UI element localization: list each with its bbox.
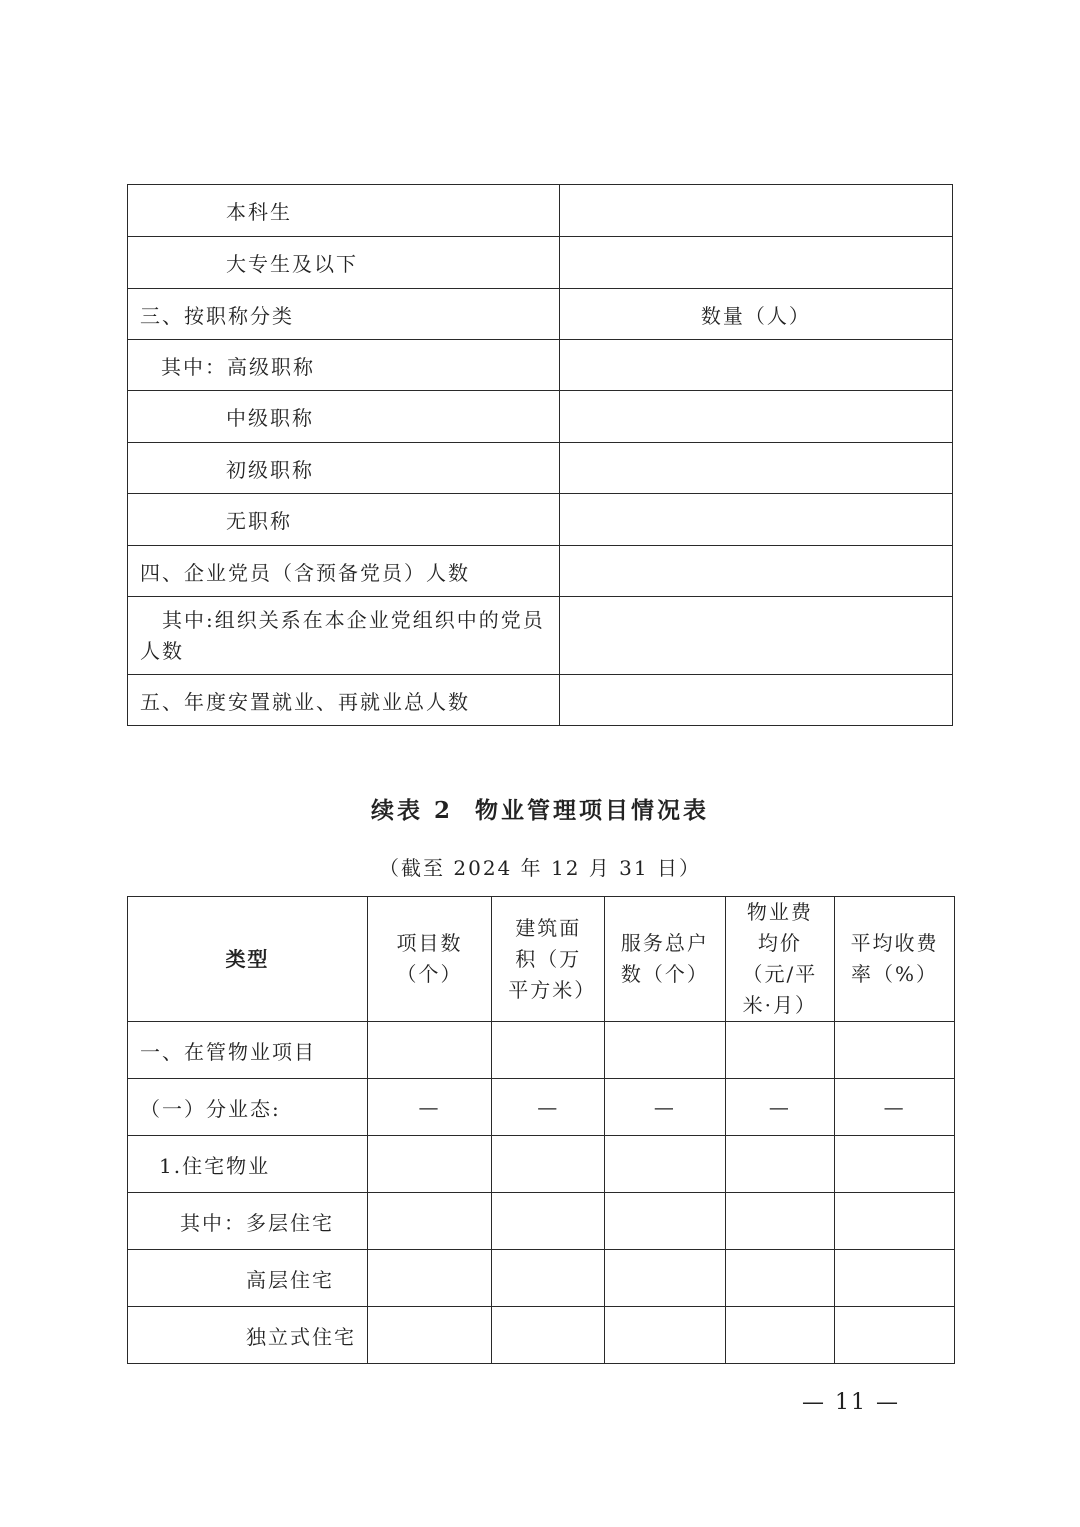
row-label: 初级职称 <box>128 443 560 494</box>
cell <box>725 1136 835 1193</box>
header-avg-fee: 物业费均价（元/平米·月） <box>725 897 835 1022</box>
row-label: 其中：高级职称 <box>128 340 560 391</box>
cell <box>367 1250 491 1307</box>
row-value-cell <box>559 185 952 237</box>
table-date-note: （截至 2024 年 12 月 31 日） <box>379 856 701 880</box>
staff-statistics-table <box>127 184 953 726</box>
row-value-cell <box>559 597 952 675</box>
cell <box>835 1307 955 1364</box>
row-label: 1.住宅物业 <box>128 1136 368 1193</box>
section-heading: 四、企业党员（含预备党员）人数 <box>128 546 560 597</box>
row-value-cell <box>559 675 952 726</box>
cell <box>492 1136 605 1193</box>
cell <box>492 1307 605 1364</box>
cell <box>835 1193 955 1250</box>
header-building-area: 建筑面积（万平方米） <box>492 897 605 1022</box>
table-row <box>128 1307 955 1364</box>
cell <box>605 1250 725 1307</box>
cell <box>605 1022 725 1079</box>
cell <box>725 1193 835 1250</box>
cell <box>725 1307 835 1364</box>
cell <box>367 1136 491 1193</box>
cell <box>367 1307 491 1364</box>
cell <box>605 1307 725 1364</box>
row-label: （一）分业态: <box>128 1079 368 1136</box>
row-label: 一、在管物业项目 <box>128 1022 368 1079</box>
row-value-cell <box>559 494 952 546</box>
row-value-cell <box>559 340 952 391</box>
row-label: 其中:组织关系在本企业党组织中的党员人数 <box>128 597 560 675</box>
header-collection-rate: 平均收费率（%） <box>835 897 955 1022</box>
table-title-prefix: 续表 2 <box>370 797 453 824</box>
row-label: 大专生及以下 <box>128 237 560 289</box>
cell: — <box>725 1079 835 1136</box>
row-value-cell <box>559 391 952 443</box>
cell <box>605 1136 725 1193</box>
table-row <box>128 1193 955 1250</box>
cell: — <box>367 1079 491 1136</box>
cell: — <box>605 1079 725 1136</box>
row-label: 中级职称 <box>128 391 560 443</box>
table-row <box>128 1136 955 1193</box>
page-number: — 11 — <box>802 1390 900 1415</box>
cell <box>725 1022 835 1079</box>
cell <box>492 1193 605 1250</box>
table-row <box>128 1250 955 1307</box>
table-row <box>128 1022 955 1079</box>
cell <box>367 1022 491 1079</box>
cell <box>835 1022 955 1079</box>
section-heading: 五、年度安置就业、再就业总人数 <box>128 675 560 726</box>
row-label: 高层住宅 <box>128 1250 368 1307</box>
cell <box>725 1250 835 1307</box>
cell <box>367 1193 491 1250</box>
section-heading: 三、按职称分类 <box>128 289 560 340</box>
header-type: 类型 <box>128 897 368 1022</box>
quantity-column-header: 数量（人） <box>559 289 952 340</box>
row-value-cell <box>559 443 952 494</box>
header-project-count: 项目数（个） <box>367 897 491 1022</box>
table-title <box>0 792 1080 825</box>
cell <box>835 1250 955 1307</box>
row-label: 其中：多层住宅 <box>128 1193 368 1250</box>
row-value-cell <box>559 546 952 597</box>
cell <box>835 1136 955 1193</box>
cell: — <box>835 1079 955 1136</box>
table-row <box>128 1079 955 1136</box>
cell <box>492 1250 605 1307</box>
row-label: 本科生 <box>128 185 560 237</box>
row-label: 无职称 <box>128 494 560 546</box>
property-projects-table <box>127 896 955 1364</box>
cell: — <box>492 1079 605 1136</box>
row-label: 独立式住宅 <box>128 1307 368 1364</box>
cell <box>605 1193 725 1250</box>
row-value-cell <box>559 237 952 289</box>
cell <box>492 1022 605 1079</box>
header-households: 服务总户数（个） <box>605 897 725 1022</box>
table-title-text: 物业管理项目情况表 <box>475 797 709 824</box>
table-header-row <box>128 897 955 1022</box>
